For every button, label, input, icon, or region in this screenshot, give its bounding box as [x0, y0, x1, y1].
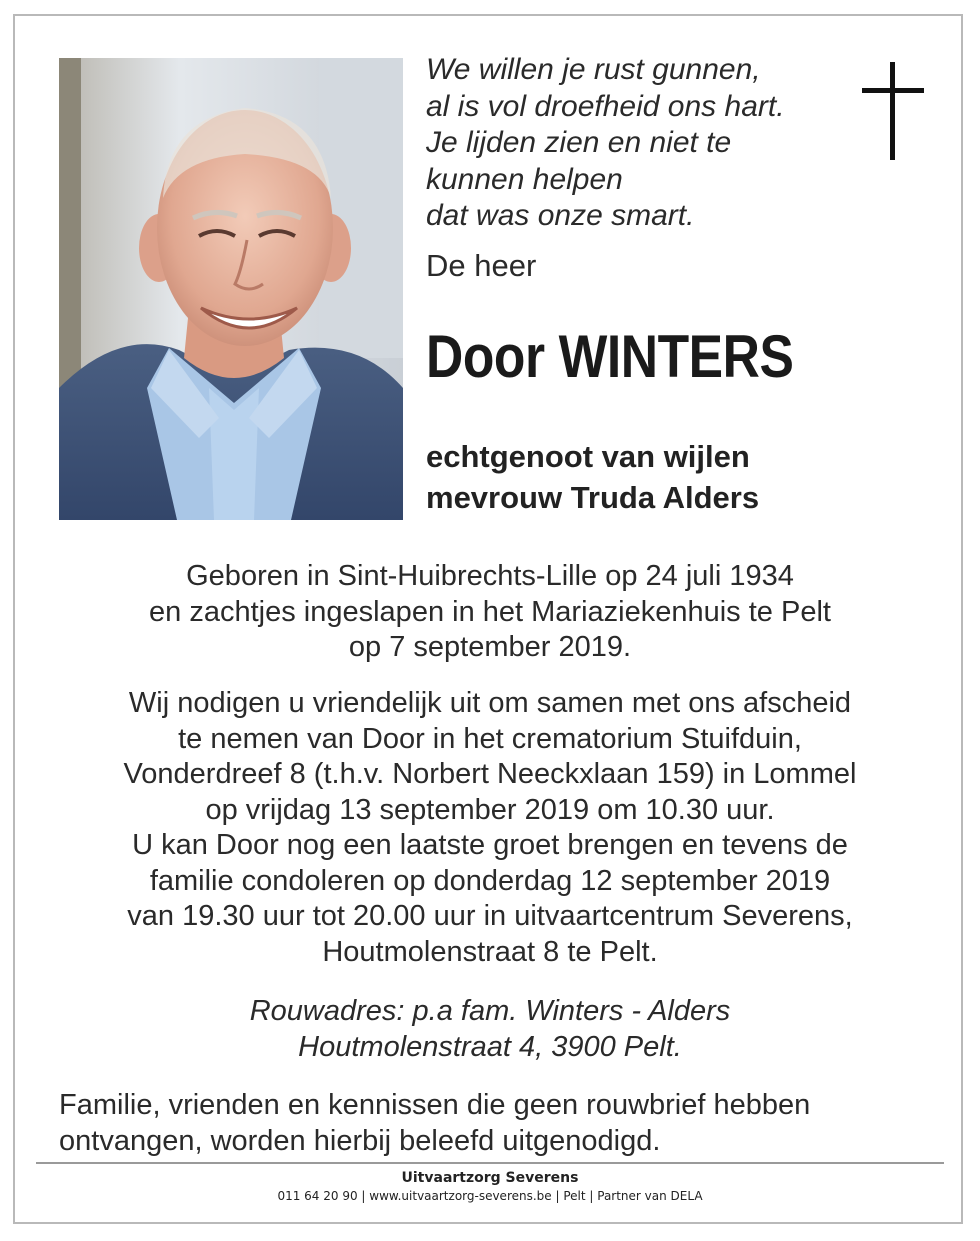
poem-line: kunnen helpen — [426, 162, 623, 196]
mourning-address — [40, 994, 940, 1065]
footer-divider — [36, 1162, 944, 1164]
service-line: familie condoleren op donderdag 12 september 2019 — [149, 864, 831, 897]
birth-line: en zachtjes ingeslapen in het Mariaziekenhuis te Pelt — [149, 595, 831, 628]
service-line: Vonderdreef 8 (t.h.v. Norbert Neeckxlaan 159) in Lommel — [123, 758, 857, 790]
deceased-name: Door WINTERS — [426, 323, 794, 390]
service-line: U kan Door nog een laatste groet brengen en tevens de — [132, 829, 848, 861]
portrait-photo — [59, 58, 403, 520]
spouse-info — [426, 436, 759, 518]
address-line: Houtmolenstraat 4, 3900 Pelt. — [298, 1030, 682, 1063]
family-note-line: Familie, vrienden en kennissen die geen rouwbrief hebben — [59, 1089, 811, 1121]
address-line: Rouwadres: p.a fam. Winters - Alders — [249, 995, 731, 1027]
funeral-home-name: Uitvaartzorg Severens — [401, 1170, 579, 1186]
service-line: Houtmolenstraat 8 te Pelt. — [322, 935, 658, 968]
family-note-line: ontvangen, worden hierbij beleefd uitgenodigd. — [59, 1124, 661, 1157]
poem-line: We willen je rust gunnen, — [426, 53, 761, 86]
birth-line: op 7 september 2019. — [348, 631, 632, 663]
cross-icon — [862, 62, 924, 160]
family-note — [59, 1088, 810, 1159]
spouse-line: echtgenoot van wijlen — [426, 439, 750, 474]
poem-line: dat was onze smart. — [426, 199, 695, 232]
poem-line: Je lijden zien en niet te — [426, 126, 732, 159]
service-paragraph — [40, 686, 940, 970]
poem — [426, 52, 846, 235]
service-line: te nemen van Door in het crematorium Stuifduin, — [178, 722, 802, 755]
funeral-home-contact: 011 64 20 90 | www.uitvaartzorg-severens.be | Pelt | Partner van DELA — [277, 1189, 703, 1203]
birth-line: Geboren in Sint-Huibrechts-Lille op 24 juli 1934 — [186, 560, 794, 592]
service-line: op vrijdag 13 september 2019 om 10.30 uur. — [205, 793, 775, 826]
spouse-line: mevrouw Truda Alders — [426, 480, 760, 515]
birth-paragraph — [40, 559, 940, 666]
service-line: van 19.30 uur tot 20.00 uur in uitvaartcentrum Severens, — [127, 900, 853, 932]
service-line: Wij nodigen u vriendelijk uit om samen met ons afscheid — [128, 687, 852, 719]
poem-line: al is vol droefheid ons hart. — [426, 89, 785, 123]
title-prefix: De heer — [426, 248, 537, 283]
